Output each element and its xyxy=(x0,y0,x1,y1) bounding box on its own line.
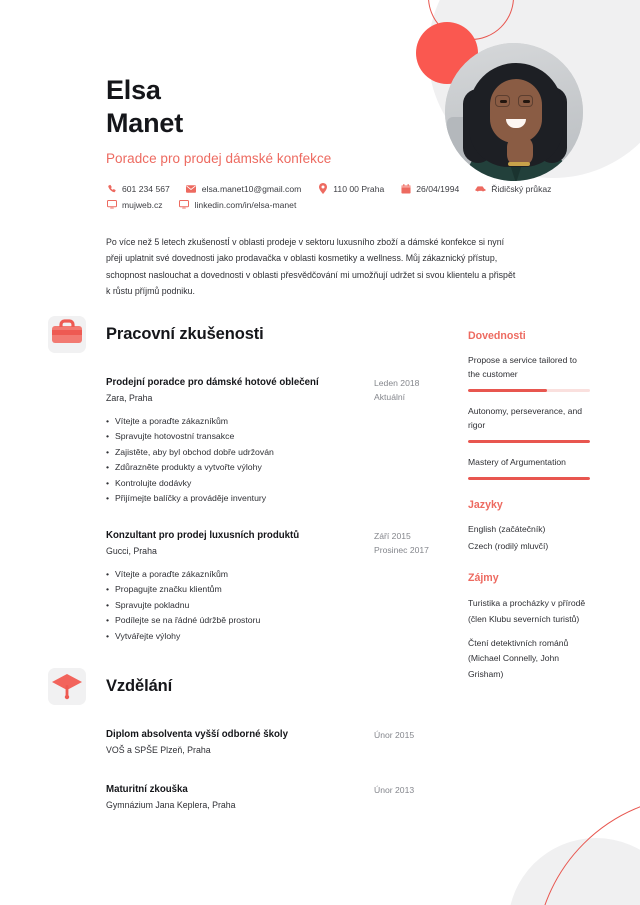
contact-email[interactable] xyxy=(186,183,301,194)
entry-organization: Gucci, Praha xyxy=(106,545,157,556)
entry-organization: Zara, Praha xyxy=(106,393,153,404)
location-pin-icon xyxy=(317,183,328,194)
contact-website[interactable] xyxy=(106,199,163,210)
briefcase-icon xyxy=(44,312,90,356)
entry-role: Prodejní poradce pro dámské hotové oblečení xyxy=(106,377,319,388)
list-item: • Zajistěte, aby byl obchod dobře udržován xyxy=(106,445,448,460)
job-title: Poradce pro prodej dámské konfekce xyxy=(106,150,332,166)
bullet-text: Přijímejte balíčky a prováděje inventury xyxy=(115,493,267,504)
interests-title: Zájmy xyxy=(468,572,499,585)
skill-name: Propose a service tailored to the customer xyxy=(468,355,577,379)
contact-row-1 xyxy=(106,183,576,194)
skill-item xyxy=(468,405,590,443)
skill-bar-track xyxy=(468,440,590,443)
contact-email-text: elsa.manet10@gmail.com xyxy=(201,183,302,194)
contact-driving-license xyxy=(475,183,551,194)
skill-item xyxy=(468,354,590,392)
contact-row-2 xyxy=(106,199,576,210)
monitor-icon xyxy=(179,199,190,210)
experience-entry xyxy=(44,376,448,507)
entry-bullets xyxy=(106,414,448,507)
contact-birthdate-text: 26/04/1994 xyxy=(416,183,460,194)
sidebar-skills xyxy=(468,330,590,480)
calendar-icon xyxy=(400,183,411,194)
education-title: Vzdělání xyxy=(106,676,173,695)
contact-location-text: 110 00 Praha xyxy=(333,183,385,194)
skill-bar-fill xyxy=(468,477,590,480)
experience-title: Pracovní zkušenosti xyxy=(106,324,264,343)
decorative-red-arc-bottom xyxy=(535,795,640,905)
entry-degree: Maturitní zkouška xyxy=(106,784,188,796)
sidebar-interests xyxy=(468,572,590,681)
entry-role: Konzultant pro prodej luxusních produktů xyxy=(106,529,300,541)
list-item: • Vítejte a poraďte zákazníkům xyxy=(106,414,448,429)
bullet-text: Spravujte hotovostní transakce xyxy=(115,431,235,442)
bullet-text: Zdůrazněte produkty a vytvořte výlohy xyxy=(115,462,262,473)
skill-bar-fill xyxy=(468,440,590,443)
entry-dates xyxy=(374,728,448,743)
entry-date-start: Únor 2013 xyxy=(374,785,415,796)
sidebar-languages xyxy=(468,499,590,554)
skill-name: Autonomy, perseverance, and rigor xyxy=(468,405,583,430)
list-item: • Zdůrazněte produkty a vytvořte výlohy xyxy=(106,460,448,475)
entry-dates xyxy=(374,783,448,798)
language-item: English (začátečník) xyxy=(468,523,546,534)
entry-date-end: Prosinec 2017 xyxy=(374,544,429,555)
section-experience xyxy=(44,312,448,648)
bullet-text: Podílejte se na řádné údržbě prostoru xyxy=(115,615,261,626)
contact-location xyxy=(317,183,384,194)
bullet-text: Propagujte značku klientům xyxy=(115,584,222,595)
languages-title: Jazyky xyxy=(468,498,503,511)
bullet-text: Spravujte pokladnu xyxy=(115,599,190,610)
profile-photo xyxy=(445,43,583,181)
envelope-icon xyxy=(186,183,197,194)
first-name: Elsa xyxy=(106,75,161,105)
car-icon xyxy=(475,183,486,194)
education-heading xyxy=(44,664,448,708)
section-education xyxy=(44,664,448,814)
list-item: • Spravujte hotovostní transakce xyxy=(106,429,448,444)
avatar xyxy=(445,43,583,181)
bullet-text: Vytvářejte výlohy xyxy=(115,630,181,641)
bullet-text: Vítejte a poraďte zákazníkům xyxy=(115,568,229,579)
skill-bar-track xyxy=(468,477,590,480)
skill-bar-fill xyxy=(468,389,547,392)
contact-website-text: mujweb.cz xyxy=(122,199,163,210)
language-item: Czech (rodilý mluvčí) xyxy=(468,540,549,551)
entry-date-start: Únor 2015 xyxy=(374,730,415,740)
entry-date-end: Aktuální xyxy=(374,391,406,402)
entry-school: Gymnázium Jana Keplera, Praha xyxy=(106,800,236,811)
entry-school: VOŠ a SPŠE Plzeň, Praha xyxy=(106,745,211,756)
list-item: • Propagujte značku klientům xyxy=(106,582,448,597)
entry-dates xyxy=(374,376,448,405)
contact-driving-license-text: Řidičský průkaz xyxy=(491,183,552,194)
education-entry xyxy=(44,783,448,810)
entry-dates xyxy=(374,529,448,558)
bullet-text: Kontrolujte dodávky xyxy=(115,477,192,488)
skill-item xyxy=(468,456,590,480)
entry-degree: Diplom absolventa vyšší odborné školy xyxy=(106,729,288,740)
list-item: • Vytvářejte výlohy xyxy=(106,629,448,644)
contact-phone-text: 601 234 567 xyxy=(122,183,170,194)
decorative-red-ring-top xyxy=(428,0,514,40)
contact-block xyxy=(106,183,576,215)
interest-item: Čtení detektivních románů (Michael Connelly, John Grisham) xyxy=(468,638,569,679)
contact-linkedin[interactable] xyxy=(179,199,297,210)
professional-summary: Po více než 5 letech zkušenostÍ v oblasti prodeje v sektoru luxusního zboží a dámské konfekce si nyní přeji uplatnit své dovednosti jako prodavačka v oblasti kosmetiky a wellness. Můj zákaznický přístup, schopnost naslouchat a dovednosti v oblasti přesvědčování mi umožňují udržet si svou klientelu a přispět k růstu příjmů podniku. xyxy=(106,237,516,296)
skill-name: Mastery of Argumentation xyxy=(468,456,566,467)
graduation-cap-icon xyxy=(44,664,90,708)
entry-bullets xyxy=(106,567,448,644)
contact-phone[interactable] xyxy=(106,183,170,194)
monitor-icon xyxy=(106,199,117,210)
list-item: • Podílejte se na řádné údržbě prostoru xyxy=(106,613,448,628)
skill-bar-track xyxy=(468,389,590,392)
interest-item: Turistika a procházky v přírodě (člen Klubu severních turistů) xyxy=(468,598,586,624)
bullet-text: Vítejte a poraďte zákazníkům xyxy=(115,415,229,426)
sidebar xyxy=(468,330,590,701)
list-item: • Přijímejte balíčky a prováděje inventury xyxy=(106,491,448,506)
resume-header xyxy=(106,74,331,166)
entry-date-start: Září 2015 xyxy=(374,530,411,541)
bullet-text: Zajistěte, aby byl obchod dobře udržován xyxy=(115,446,274,457)
contact-birthdate xyxy=(400,183,459,194)
experience-heading xyxy=(44,312,448,356)
decorative-gray-circle-bottom xyxy=(508,838,640,905)
entry-date-start: Leden 2018 xyxy=(374,378,420,388)
experience-entry xyxy=(44,529,448,644)
list-item: • Spravujte pokladnu xyxy=(106,598,448,613)
last-name: Manet xyxy=(106,107,184,138)
list-item: • Kontrolujte dodávky xyxy=(106,476,448,491)
phone-icon xyxy=(106,183,117,194)
list-item: • Vítejte a poraďte zákazníkům xyxy=(106,567,448,582)
education-entry xyxy=(44,728,448,755)
skills-title: Dovednosti xyxy=(468,330,526,342)
contact-linkedin-text: linkedin.com/in/elsa-manet xyxy=(194,199,297,210)
